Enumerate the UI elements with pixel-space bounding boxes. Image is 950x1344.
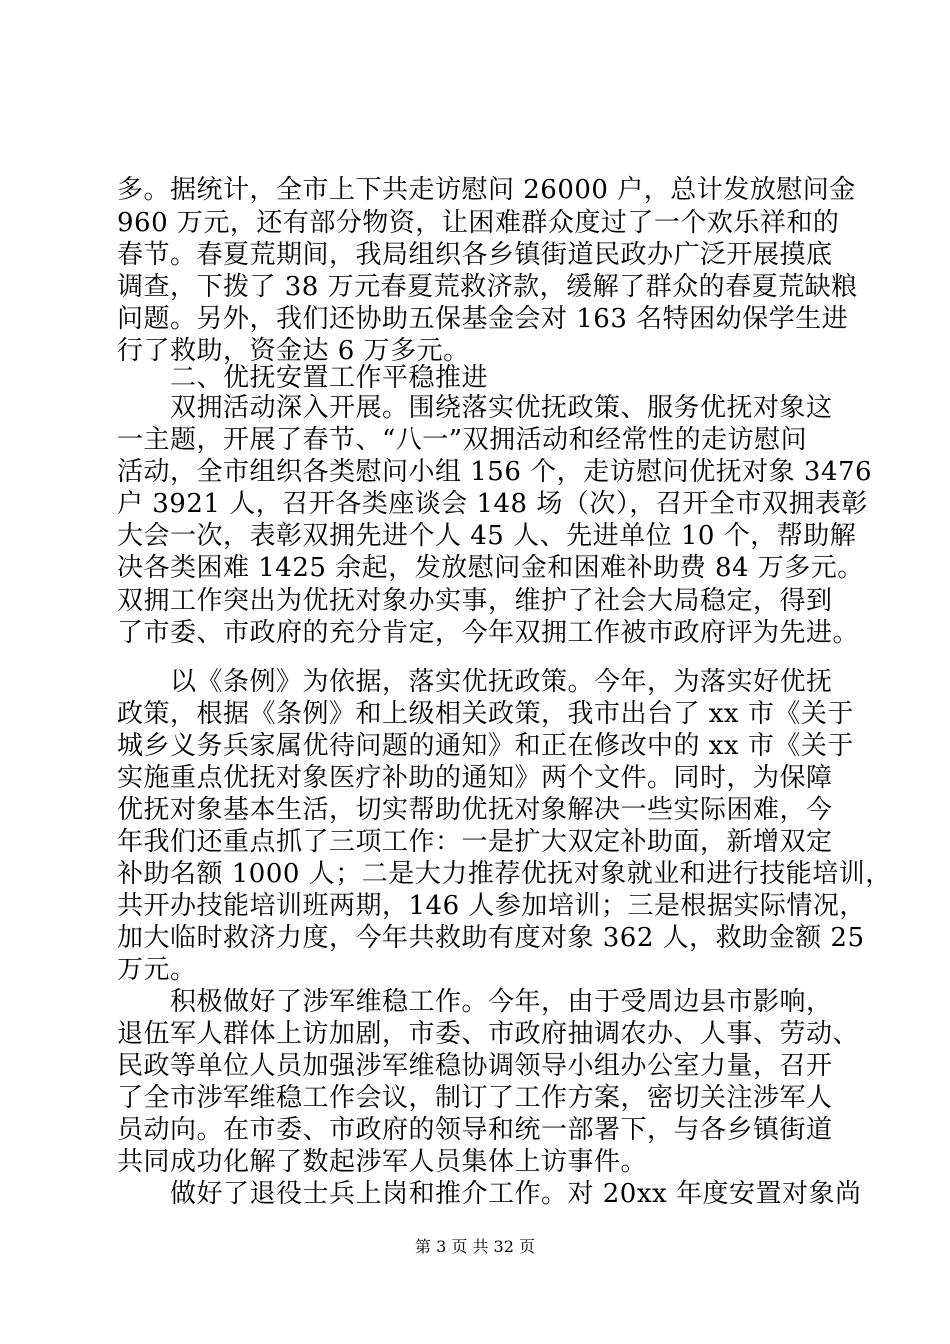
text-line: 问题。另外，我们还协助五保基金会对 163 名特困幼保学生进 [117,304,849,334]
text-line: 大会一次，表彰双拥先进个人 45 人、先进单位 10 个，帮助解 [117,521,857,551]
text-line: 城乡义务兵家属优待问题的通知》和正在修改中的 xx 市《关于 [117,731,854,761]
text-line: 员动向。在市委、市政府的领导和统一部署下，与各乡镇街道 [117,1115,833,1145]
text-line: 政策，根据《条例》和上级相关政策，我市出台了 xx 市《关于 [117,699,854,729]
text-line: 双拥工作突出为优抚对象办实事，维护了社会大局稳定，得到 [117,586,833,616]
text-line: 行了救助，资金达 6 万多元。 [117,336,470,366]
text-line: 春节。春夏荒期间，我局组织各乡镇街道民政办广泛开展摸底 [117,240,833,270]
text-line: 共开办技能培训班两期，146 人参加培训；三是根据实际情况， [117,891,866,921]
text-line: 一主题，开展了春节、“八一”双拥活动和经常性的走访慰问 [117,425,808,455]
text-line: 双拥活动深入开展。围绕落实优抚政策、服务优抚对象这 [117,393,833,423]
text-line: 决各类困难 1425 余起，发放慰问金和困难补助费 84 万多元。 [117,553,864,583]
text-line: 年我们还重点抓了三项工作：一是扩大双定补助面，新增双定 [117,827,833,857]
text-line: 960 万元，还有部分物资，让困难群众度过了一个欢乐祥和的 [117,208,840,238]
text-line: 万元。 [117,955,197,985]
page-number-footer: 第 3 页 共 32 页 [415,1237,535,1256]
text-line: 加大临时救济力度，今年共救助有度对象 362 人，救助金额 25 [117,923,865,953]
text-line: 退伍军人群体上访加剧，市委、市政府抽调农办、人事、劳动、 [117,1019,860,1049]
text-line: 了全市涉军维稳工作会议，制订了工作方案，密切关注涉军人 [117,1083,833,1113]
text-line: 做好了退役士兵上岗和推介工作。对 20xx 年度安置对象尚 [117,1179,862,1209]
text-line: 积极做好了涉军维稳工作。今年，由于受周边县市影响， [117,987,833,1017]
text-line: 活动，全市组织各类慰问小组 156 个，走访慰问优抚对象 3476 [117,457,873,487]
text-line: 优抚对象基本生活，切实帮助优抚对象解决一些实际困难，今 [117,795,833,825]
text-line: 实施重点优抚对象医疗补助的通知》两个文件。同时，为保障 [117,763,833,793]
text-line: 调查，下拨了 38 万元春夏荒救济款，缓解了群众的春夏荒缺粮 [117,272,858,302]
text-line: 户 3921 人，召开各类座谈会 148 场（次），召开全市双拥表彰 [117,489,868,519]
section-heading: 二、优抚安置工作平稳推进 [117,363,489,393]
text-line: 民政等单位人员加强涉军维稳协调领导小组办公室力量，召开 [117,1051,833,1081]
text-line: 以《条例》为依据，落实优抚政策。今年，为落实好优抚 [117,667,833,697]
text-line: 多。据统计，全市上下共走访慰问 26000 户，总计发放慰问金 [117,175,856,205]
text-line: 了市委、市政府的充分肯定，今年双拥工作被市政府评为先进。 [117,618,860,648]
text-line: 共同成功化解了数起涉军人员集体上访事件。 [117,1147,648,1177]
text-line: 补助名额 1000 人；二是大力推荐优抚对象就业和进行技能培训， [117,859,892,889]
